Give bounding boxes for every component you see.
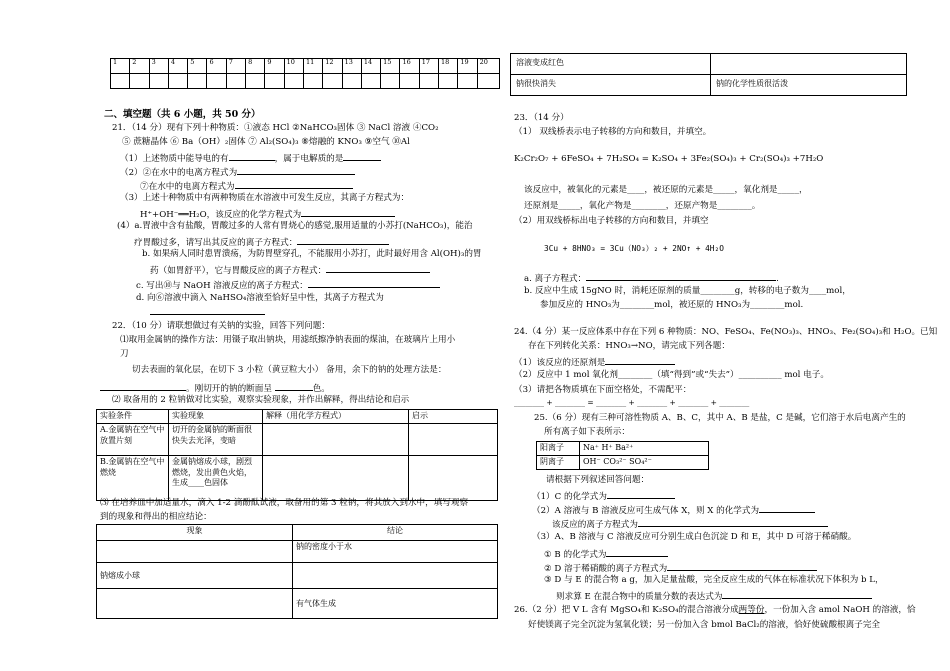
ion-values: OH⁻ CO₃²⁻ SO₄²⁻: [580, 456, 709, 470]
answer-number-cell: 6: [207, 59, 226, 74]
answer-blank-cell[interactable]: [149, 74, 168, 89]
q22-line: ⑵ 取备用的 2 粒钠做对比实验，观察实验现象，并作出解释，得出结论和启示: [112, 395, 410, 405]
q23-line: b. 反应中生成 15gNO 时，消耗还原剂的质量________g，转移的电子数为____mol，: [524, 286, 851, 296]
answer-number-cell: 3: [149, 59, 168, 74]
q21-line: （3）上述十种物质中有两种物质在水溶液中可发生反应，其离子方程式为：: [120, 193, 410, 203]
q25-line: （2）A 溶液与 B 溶液反应可生成气体 X，则 X 的化学式为: [532, 504, 815, 517]
answer-number-cell: 20: [477, 59, 499, 74]
q24-line: （2）反应中 1 mol 氧化剂________（填“得到”或“失去”）__________ mol 电子。: [514, 370, 829, 380]
q23-line: （1） 双线桥表示电子转移的方向和数目，并填空。: [514, 127, 712, 137]
answer-number-cell: 10: [284, 59, 303, 74]
obs-cell: [97, 589, 293, 619]
q25-line: 则求算 E 在混合物中的质量分数的表达式为: [556, 590, 872, 603]
q22-line: 22．（10 分）请联想做过有关钠的实验，回答下列问题：: [112, 321, 330, 331]
q22-line: 到的现象和得出的相应结论：: [100, 512, 212, 522]
obs-header: 现象: [97, 525, 293, 541]
section-title: 二、填空题（共 6 小题，共 50 分）: [104, 109, 261, 120]
answer-blank-cell[interactable]: [381, 74, 400, 89]
q24-line: 24.（4 分）某一反应体系中存在下列 6 种物质：NO、FeSO₄、Fe(NO₃)₃、HNO₃、Fe₂(SO₄)₃和 H₂O。已知: [514, 327, 938, 337]
right-top-table: [510, 53, 907, 96]
answer-blank-cell[interactable]: [284, 74, 303, 89]
answer-number-cell: 8: [246, 59, 265, 74]
q25-line: 该反应的离子方程式为: [552, 518, 828, 531]
q21-line: 21．（14 分）现有下列十种物质：①液态 HCl ②NaHCO₃固体 ③ NaCl 溶液 ④CO₂: [112, 123, 439, 133]
answer-blank-cell[interactable]: [361, 74, 380, 89]
q23-equation: 3Cu + 8HNO₃ = 3Cu（NO₃）₂ + 2NO↑ + 4H₂O: [544, 244, 724, 253]
exp-cell: 金属钠熔成小球，剧烈燃烧，发出黄色火焰，生成____色固体: [169, 455, 263, 500]
q21-line: （1）上述物质中能导电的有 ，属于电解质的是: [120, 152, 381, 165]
q23-equation: K₂Cr₂O₇ + 6FeSO₄ + 7H₂SO₄ = K₂SO₄ + 3Fe₂(SO₄)₃ + Cr₂(SO₄)₃ +7H₂O: [514, 154, 824, 164]
answer-number-cell: 14: [361, 59, 380, 74]
obs-cell: [97, 541, 293, 563]
answer-number-cell: 17: [419, 59, 438, 74]
q22-line: 切去表面的氧化层，在切下 3 小粒（黄豆粒大小） 备用，余下的钠的处理方法是：: [132, 365, 447, 375]
answer-number-cell: 7: [226, 59, 245, 74]
q21-line: (4）a.胃液中含有盐酸，胃酸过多的人常有胃烧心的感觉,服用适量的小苏打(NaHCO₃)，能治: [117, 221, 473, 231]
exp-header: 实验现象: [169, 410, 263, 424]
answer-blank-cell[interactable]: [342, 74, 361, 89]
answer-number-cell: 13: [342, 59, 361, 74]
q22-line: ⑶ 在培养皿中加适量水，滴入 1-2 滴酚酞试液，取备用的第 3 粒钠，将其放入到水中，填写观察: [100, 498, 469, 508]
observation-table: [96, 524, 498, 619]
q21-line: ⑤ 蔗糖晶体 ⑥ Ba（OH）₂固体 ⑦ Al₂(SO₄)₃ ⑧熔融的 KNO₃ ⑨空气 ⑩Al: [122, 137, 410, 147]
rt-cell: [711, 54, 907, 75]
ion-table: [536, 441, 709, 470]
exp-header: 解释（用化学方程式）: [263, 410, 409, 424]
answer-blank-cell[interactable]: [226, 74, 245, 89]
q25-line: （1）C 的化学式为: [532, 490, 675, 503]
answer-number-cell: 1: [111, 59, 130, 74]
q25-line: 25.（6 分）现有三种可溶性物质 A、B、C，其中 A、B 是盐，C 是碱，它们溶于水后电离产生的: [534, 413, 906, 423]
answer-number-cell: 19: [458, 59, 477, 74]
experiment-table: [96, 409, 498, 501]
answer-number-cell: 12: [323, 59, 342, 74]
answer-number-cell: 4: [168, 59, 187, 74]
answer-number-cell: 18: [439, 59, 458, 74]
q22-line: 。刚切开的钠的断面呈 色。: [100, 382, 330, 395]
q25-line: 请根据下列叙述回答问题：: [546, 475, 650, 485]
q26-line: 26.（2 分）把 V L 含有 MgSO₄和 K₂SO₄的混合溶液分成两等份，一份加入含 amol NaOH 的溶液，恰: [514, 605, 916, 615]
answer-blank-cell[interactable]: [130, 74, 149, 89]
q21-line: b. 如果病人同时患胃溃疡，为防胃壁穿孔，不能服用小苏打，此时最好用含 Al(OH)₃的胃: [142, 249, 482, 259]
q21-line: （2）②在水中的电离方程式为: [120, 166, 355, 179]
obs-cell: 钠的密度小于水: [293, 541, 498, 563]
answer-blank-cell[interactable]: [111, 74, 130, 89]
q21-line: 药（如胃舒平），它与胃酸反应的离子方程式：: [150, 264, 430, 277]
q26-line: 好使镁离子完全沉淀为氢氧化镁；另一份加入含 bmol BaCl₂的溶液，恰好使硫酸根离子完全: [528, 620, 881, 630]
q22-line: 刀: [120, 349, 129, 359]
answer-blank-cell[interactable]: [323, 74, 342, 89]
q23-line: 参加反应的 HNO₃为________mol，被还原的 HNO₃为________mol.: [540, 300, 804, 310]
answer-blank-cell[interactable]: [400, 74, 419, 89]
q21-line: 疗胃酸过多，请写出其反应的离子方程式：: [134, 236, 389, 249]
answer-blank-cell[interactable]: [188, 74, 207, 89]
answer-blank-cell[interactable]: [207, 74, 226, 89]
answer-number-cell: 16: [400, 59, 419, 74]
q21-line: d. 向⑥溶液中滴入 NaHSO₄溶液至恰好呈中性，其离子方程式为: [136, 293, 384, 303]
answer-number-cell: 11: [303, 59, 322, 74]
answer-grid: [110, 58, 500, 89]
q21-blank: [150, 306, 265, 319]
answer-blank-cell[interactable]: [246, 74, 265, 89]
q24-blanks: ________ + ________ = ________ + ________ + ________ + ________: [514, 398, 750, 407]
ion-values: Na⁺ H⁺ Ba²⁺: [580, 442, 709, 456]
q25-line: ③ D 与 E 的混合物 a g，加入足量盐酸，完全反应生成的气体在标准状况下体积为 b L，: [544, 575, 884, 585]
q23-line: 该反应中，被氧化的元素是____，被还原的元素是_____，氧化剂是_____，: [524, 185, 808, 195]
answer-blank-cell[interactable]: [439, 74, 458, 89]
q25-line: 所有离子如下表所示：: [544, 427, 630, 437]
q23-line: a. 离子方程式： .: [524, 274, 779, 284]
answer-blank-cell[interactable]: [419, 74, 438, 89]
exp-cell: B.金属钠在空气中燃烧: [97, 455, 169, 500]
answer-number-cell: 9: [265, 59, 284, 74]
q21-line: c. 写出⑩与 NaOH 溶液反应的离子方程式：: [136, 279, 440, 292]
answer-blank-cell[interactable]: [303, 74, 322, 89]
answer-blank-cell[interactable]: [477, 74, 499, 89]
rt-cell: 钠的化学性质很活泼: [711, 75, 907, 96]
ion-label: 阴离子: [537, 456, 580, 470]
obs-header: 结论: [293, 525, 498, 541]
answer-blank-cell[interactable]: [168, 74, 187, 89]
obs-cell: [293, 563, 498, 589]
ion-label: 阳离子: [537, 442, 580, 456]
answer-blank-cell[interactable]: [265, 74, 284, 89]
exp-cell: A.金属钠在空气中放置片刻: [97, 423, 169, 455]
rt-cell: 溶液变成红色: [511, 54, 711, 75]
q23-line: （2）用双线桥标出电子转移的方向和数目，并填空: [514, 216, 709, 226]
q21-line: ⑦在水中的电离方程式为: [140, 180, 353, 193]
exp-header: 启示: [409, 410, 498, 424]
exp-header: 实验条件: [97, 410, 169, 424]
obs-cell: 钠熔成小球: [97, 563, 293, 589]
rt-cell: 钠很快消失: [511, 75, 711, 96]
answer-number-cell: 5: [188, 59, 207, 74]
answer-blank-cell[interactable]: [458, 74, 477, 89]
obs-cell: 有气体生成: [293, 589, 498, 619]
exp-cell: 切开的金属钠的断面很快失去光泽，变暗: [169, 423, 263, 455]
q25-line: （3）A、B 溶液与 C 溶液反应可分别生成白色沉淀 D 和 E，其中 D 可溶于稀硝酸。: [532, 532, 857, 542]
answer-number-cell: 2: [130, 59, 149, 74]
q24-line: 存在下列转化关系：HNO₃→NO，请完成下列各题：: [528, 341, 730, 351]
q22-line: ⑴取用金属钠的操作方法：用镊子取出钠块，用滤纸擦净钠表面的煤油，在玻璃片上用小: [120, 335, 456, 345]
q21-line: H⁺+OH⁻══H₂O，该反应的化学方程式为: [140, 208, 395, 221]
q24-line: （1）该反应的还原剂是: [514, 356, 675, 369]
q24-line: （3）请把各物质填在下面空格处，不需配平：: [514, 385, 692, 395]
q23-line: 23．（14 分）: [514, 113, 569, 123]
q25-line: ② D 溶于稀硝酸的离子方程式为: [544, 562, 817, 575]
q23-line: 还原剂是_____，氧化产物是________，还原产物是________。: [524, 201, 761, 211]
q25-line: ① B 的化学式为: [544, 548, 668, 561]
answer-number-cell: 15: [381, 59, 400, 74]
